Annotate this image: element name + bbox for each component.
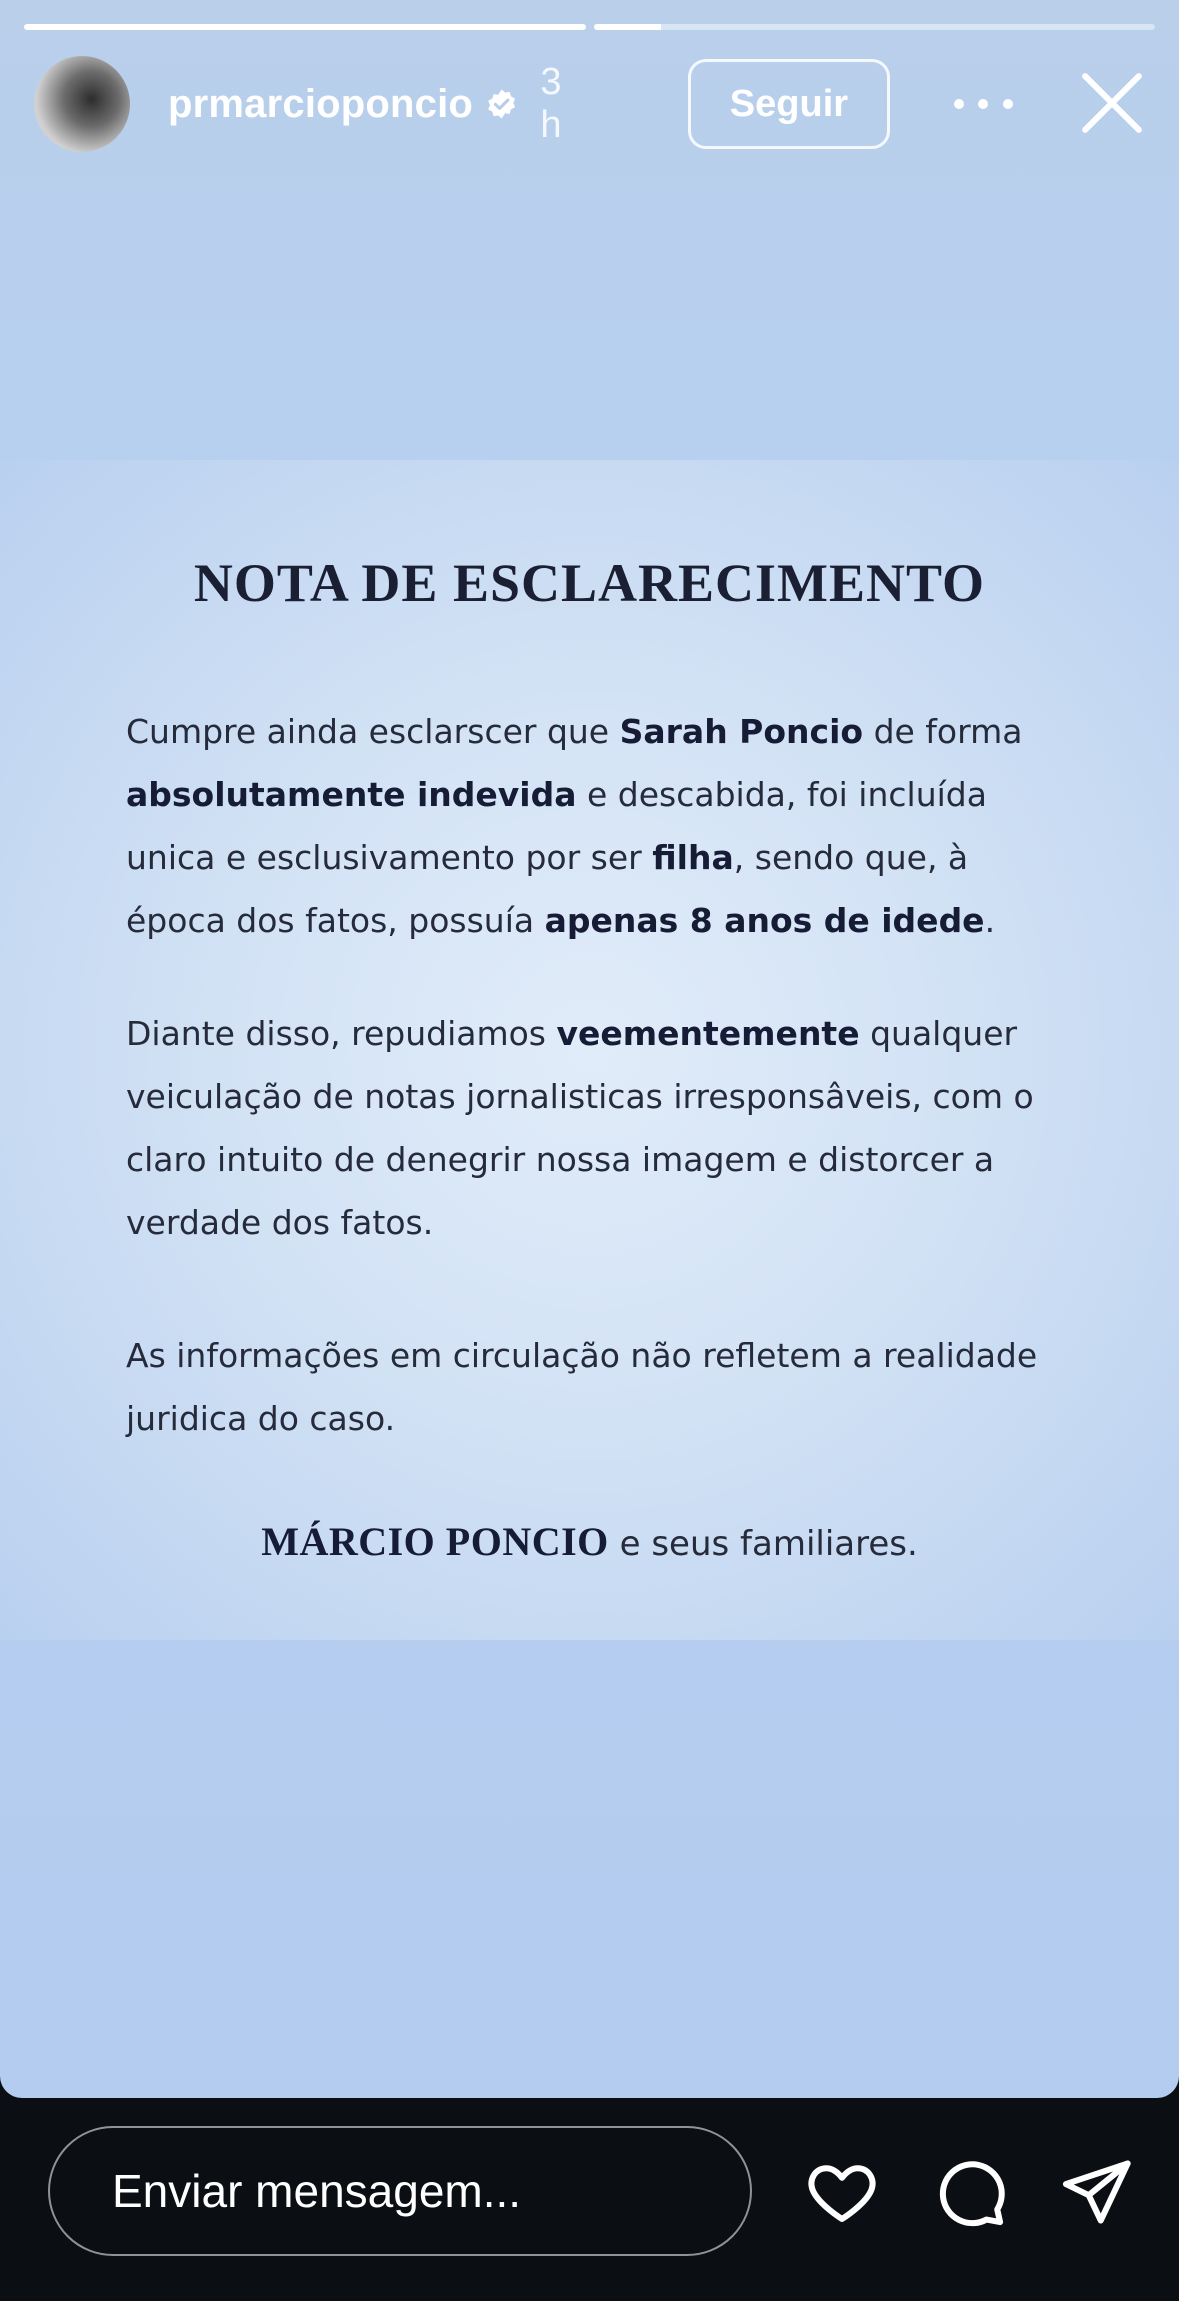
progress-segment [24,24,586,30]
note-signature [0,1518,1179,1565]
note-text-bold: Sarah Poncio [619,712,864,751]
note-title: NOTA DE ESCLARECIMENTO [193,553,986,613]
avatar[interactable] [34,56,130,152]
signature-name: MÁRCIO PONCIO [261,1519,609,1564]
follow-button[interactable]: Seguir [688,59,890,149]
note-text-bold: veementemente [556,1014,860,1053]
note-paragraph [126,1324,1066,1450]
note-text: Diante disso, repudiamos [126,1014,557,1053]
note-text: e descabida, foi incluída unica e esclusivamento por ser [126,775,987,877]
send-icon[interactable] [1058,2154,1134,2230]
progress-segment [594,24,1156,30]
note-paragraph [126,700,1066,952]
comment-icon[interactable] [932,2154,1008,2230]
story-footer [0,2098,1179,2301]
note-text: As informações em circulação não refletem a realidade juridica do caso. [126,1336,1038,1438]
note-text: Cumpre ainda esclarscer que [126,712,620,751]
username[interactable]: prmarcioponcio [168,81,474,126]
story-progress-bar [24,24,1155,30]
note-text-bold: absolutamente indevida [126,775,577,814]
signature-rest: e seus familiares. [608,1524,918,1564]
note-text: de forma [863,712,1023,751]
note-text-bold: filha [652,838,734,877]
note-text-bold: apenas 8 anos de idede [544,901,985,940]
note-paragraph [126,1002,1066,1254]
more-options-icon[interactable] [954,89,1013,119]
verified-badge-icon [485,87,518,121]
story-header [34,56,1145,152]
heart-icon[interactable] [804,2154,880,2230]
note-text: . [984,901,996,940]
message-input[interactable]: Enviar mensagem... [48,2126,752,2256]
note-text: qualquer veiculação de notas jornalisticas irresponsâveis, com o claro intuito de denegrir nossa imagem e distorcer a verdade dos fatos. [126,1014,1034,1242]
close-icon[interactable] [1077,69,1146,139]
note-text: , sendo que, à época dos fatos, possuía [126,838,969,940]
post-time: 3 h [540,61,562,146]
story-image-note [0,460,1179,1640]
